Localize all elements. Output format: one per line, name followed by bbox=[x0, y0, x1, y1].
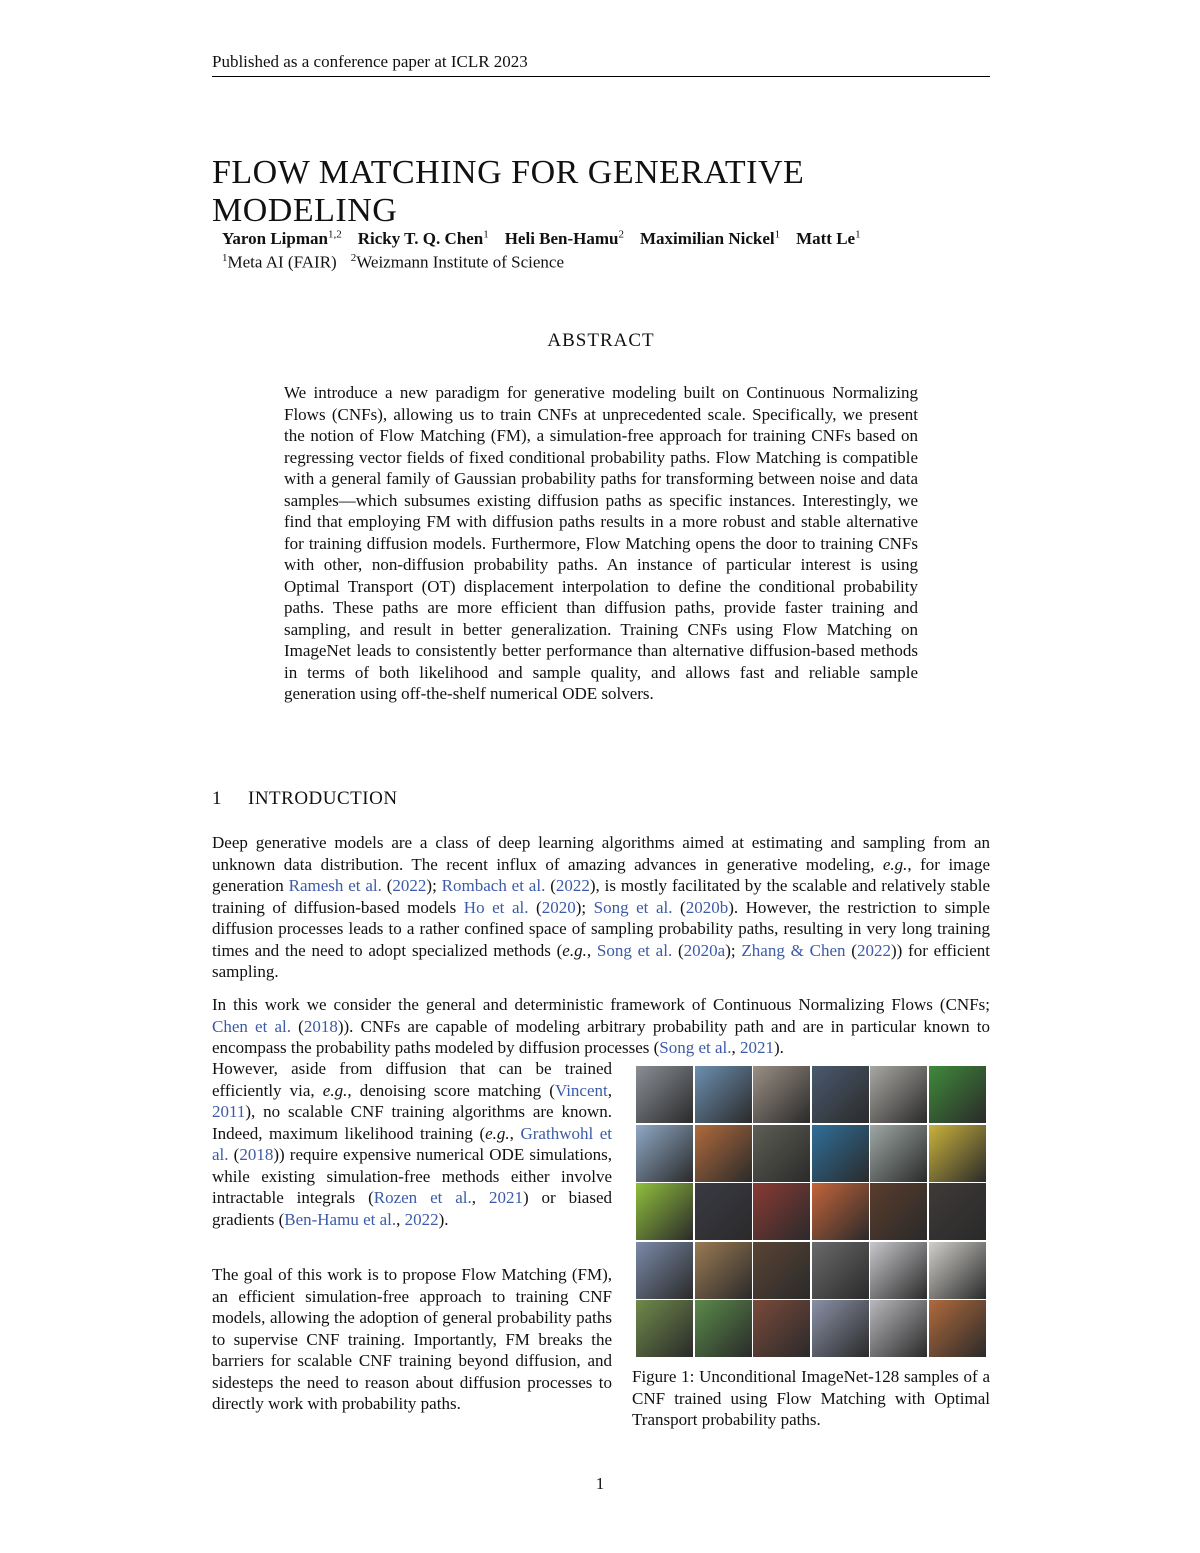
sample-image-tile bbox=[695, 1066, 752, 1123]
text-run: , bbox=[509, 1123, 521, 1143]
running-header: Published as a conference paper at ICLR 2023 bbox=[212, 52, 528, 71]
sample-image-tile bbox=[870, 1242, 927, 1299]
text-run: , bbox=[471, 1188, 489, 1207]
sample-image-tile bbox=[695, 1242, 752, 1299]
text-run: ). However, the restriction to simple diffusion processes leads to a rather confined space of sampling probability paths, resulting in very long training times and the need to adopt specialized methods ( bbox=[212, 897, 990, 960]
text-run: ( bbox=[845, 940, 857, 960]
text-run: )) for efficient sampling. bbox=[212, 940, 990, 981]
sample-image-tile bbox=[753, 1066, 810, 1123]
text-run: )) require expensive numerical ODE simulations, while existing simulation-free methods either involve intractable integrals ( bbox=[212, 1145, 612, 1207]
author: Matt Le$^1$ bbox=[796, 228, 861, 248]
citation-link[interactable]: 2022 bbox=[392, 876, 427, 895]
section-heading bbox=[212, 788, 398, 810]
text-run: ); bbox=[575, 897, 594, 917]
citation-link[interactable]: 2020a bbox=[683, 940, 726, 960]
text-run: ) or biased gradients ( bbox=[212, 1188, 612, 1229]
citation-link[interactable]: Song et al. bbox=[596, 940, 673, 960]
sample-image-tile bbox=[636, 1300, 693, 1357]
sample-image-tile bbox=[636, 1125, 693, 1182]
text-run: ), no scalable CNF training algorithms are known. Indeed, maximum likelihood training ( bbox=[212, 1102, 612, 1143]
citation-link[interactable]: 2021 bbox=[488, 1188, 523, 1207]
sample-image-tile bbox=[636, 1066, 693, 1123]
citation-link[interactable]: Song et al. bbox=[659, 1038, 732, 1057]
citation-link[interactable]: Chen et al. bbox=[212, 1016, 292, 1036]
text-run: ); bbox=[725, 940, 742, 960]
section-title: INTRODUCTION bbox=[248, 788, 398, 809]
text-run: e.g. bbox=[322, 1080, 348, 1100]
author: Heli Ben-Hamu$^2$ bbox=[504, 228, 625, 248]
citation-link[interactable]: Rombach et al. bbox=[441, 876, 546, 895]
text-run: )). CNFs are capable of modeling arbitrary probability path and are in particular known to encompass the probability paths modeled by diffusion processes ( bbox=[212, 1016, 991, 1057]
sample-image-tile bbox=[812, 1300, 869, 1357]
paper-title: FLOW MATCHING FOR GENERATIVE MODELING bbox=[212, 154, 805, 229]
author: Yaron Lipman$^{1,2}$ bbox=[222, 228, 342, 248]
text-run: ( bbox=[545, 876, 556, 895]
abstract-text: We introduce a new paradigm for generative modeling built on Continuous Normalizing Flows (CNFs), allowing us to train CNFs at unprecedented scale. Specifically, we present the notion of Flow Matching (FM), a simulation-free approach for training CNFs based on regressing vector fields of fixed conditional probability paths. Flow Matching is compatible with a general family of Gaussian probability paths for transforming between noise and data samples—which subsumes existing diffusion paths as specific instances. Interestingly, we find that employing FM with diffusion paths results in a more robust and stable alternative for training diffusion models. Furthermore, Flow Matching opens the door to training CNFs with other, non-diffusion probability paths. An instance of particular interest is using Optimal Transport (OT) displacement interpolation to define the conditional probability paths. These paths are more efficient than diffusion paths, provide faster training and sampling, and result in better generalization. Training CNFs using Flow Matching on ImageNet leads to consistently better performance than alternative diffusion-based methods in terms of both likelihood and sample quality, and allows fast and reliable sample generation using off-the-shelf numerical ODE solvers. bbox=[284, 383, 918, 703]
text-run: ( bbox=[528, 897, 542, 917]
text-run: ). bbox=[774, 1038, 784, 1057]
citation-link[interactable]: 2021 bbox=[740, 1038, 775, 1057]
figure-1-image-grid bbox=[636, 1066, 986, 1358]
sample-image-tile bbox=[929, 1300, 986, 1357]
intro-paragraph-3 bbox=[212, 1264, 612, 1415]
citation-link[interactable]: Ben-Hamu et al. bbox=[284, 1209, 397, 1229]
text-run: ). bbox=[438, 1209, 449, 1229]
text-run: e.g. bbox=[562, 940, 587, 960]
text-run: The goal of this work is to propose Flow Matching (FM), an efficient simulation-free approach to training CNF models, allowing the adoption of general probability paths to supervise CNF training. Importantly, FM breaks the barriers for scalable CNF training beyond diffusion, and sidesteps the need to reason about diffusion processes to directly work with probability paths. bbox=[212, 1265, 612, 1413]
intro-paragraph-1 bbox=[212, 832, 990, 983]
sample-image-tile bbox=[753, 1183, 810, 1240]
sample-image-tile bbox=[695, 1183, 752, 1240]
sample-image-tile bbox=[870, 1066, 927, 1123]
text-run: Deep generative models are a class of deep learning algorithms aimed at estimating and sampling from an unknown data distribution. The recent influx of amazing advances in generative modeling, bbox=[212, 833, 990, 874]
intro-paragraph-2-wrapped bbox=[212, 1058, 612, 1230]
affiliation-mark: 2 bbox=[350, 252, 357, 264]
citation-link[interactable]: 2022 bbox=[856, 940, 891, 960]
sample-image-tile bbox=[929, 1242, 986, 1299]
sample-image-tile bbox=[929, 1183, 986, 1240]
text-run: ( bbox=[672, 940, 684, 960]
citation-link[interactable]: 2020 bbox=[541, 897, 576, 917]
intro-paragraph-2 bbox=[212, 994, 990, 1059]
author-affiliation-mark: 2 bbox=[618, 228, 625, 240]
sample-image-tile bbox=[929, 1066, 986, 1123]
text-run: , bbox=[586, 940, 597, 960]
text-run: ); bbox=[426, 876, 442, 895]
text-run: e.g. bbox=[882, 854, 908, 874]
sample-image-tile bbox=[695, 1300, 752, 1357]
sample-image-tile bbox=[636, 1242, 693, 1299]
author: Ricky T. Q. Chen$^1$ bbox=[357, 228, 489, 248]
citation-link[interactable]: Rozen et al. bbox=[373, 1188, 472, 1207]
sample-image-tile bbox=[870, 1125, 927, 1182]
text-run: ( bbox=[381, 876, 393, 895]
text-run: In this work we consider the general and deterministic framework of Continuous Normalizing Flows (CNFs; bbox=[212, 995, 990, 1014]
author-list bbox=[222, 228, 992, 249]
citation-link[interactable]: Ho et al. bbox=[463, 897, 529, 917]
sample-image-tile bbox=[636, 1183, 693, 1240]
sample-image-tile bbox=[929, 1125, 986, 1182]
sample-image-tile bbox=[753, 1300, 810, 1357]
affiliation-mark: 1 bbox=[222, 252, 228, 264]
text-run: However, aside from diffusion that can be trained efficiently via, bbox=[212, 1059, 612, 1100]
sample-image-tile bbox=[812, 1125, 869, 1182]
text-run: , bbox=[396, 1209, 405, 1229]
sample-image-tile bbox=[695, 1125, 752, 1182]
affiliation-name: Meta AI (FAIR) bbox=[227, 252, 337, 272]
citation-link[interactable]: 2018 bbox=[239, 1145, 274, 1164]
citation-link[interactable]: 2011 bbox=[212, 1102, 246, 1121]
citation-link[interactable]: Grathwohl et al. bbox=[212, 1123, 613, 1164]
citation-link[interactable]: Zhang & Chen bbox=[741, 940, 846, 960]
sample-image-tile bbox=[812, 1242, 869, 1299]
sample-image-tile bbox=[753, 1242, 810, 1299]
text-run: ( bbox=[228, 1145, 240, 1164]
citation-link[interactable]: 2020b bbox=[685, 897, 729, 917]
author-affiliation-mark: 1 bbox=[774, 228, 781, 240]
sample-image-tile bbox=[812, 1066, 869, 1123]
citation-link[interactable]: Song et al. bbox=[593, 897, 673, 917]
citation-link[interactable]: 2022 bbox=[404, 1209, 439, 1229]
citation-link[interactable]: Vincent bbox=[554, 1080, 608, 1100]
text-run: , for image generation bbox=[212, 854, 990, 895]
sample-image-tile bbox=[870, 1183, 927, 1240]
text-run: , denoising score matching ( bbox=[347, 1080, 555, 1100]
text-run: e.g. bbox=[485, 1123, 510, 1143]
sample-image-tile bbox=[870, 1300, 927, 1357]
text-run: ), is mostly facilitated by the scalable and relatively stable training of diffusion-based models bbox=[212, 876, 990, 917]
section-number: 1 bbox=[212, 788, 222, 809]
citation-link[interactable]: Ramesh et al. bbox=[288, 876, 382, 895]
affiliation-name: Weizmann Institute of Science bbox=[356, 252, 564, 272]
citation-link[interactable]: 2018 bbox=[303, 1016, 338, 1036]
affiliations bbox=[222, 252, 564, 273]
author-affiliation-mark: 1 bbox=[483, 228, 489, 240]
author: Maximilian Nickel$^1$ bbox=[640, 228, 781, 248]
citation-link[interactable]: 2022 bbox=[555, 876, 590, 895]
text-run: , bbox=[607, 1080, 612, 1100]
text-run: ( bbox=[672, 897, 686, 917]
sample-image-tile bbox=[812, 1183, 869, 1240]
text-run: , bbox=[731, 1038, 741, 1057]
author-affiliation-mark: 1,2 bbox=[327, 228, 342, 240]
header-rule bbox=[212, 76, 990, 77]
sample-image-tile bbox=[753, 1125, 810, 1182]
author-affiliation-mark: 1 bbox=[855, 228, 861, 240]
text-run: ( bbox=[291, 1016, 304, 1036]
abstract-heading: ABSTRACT bbox=[547, 330, 655, 351]
figure-1-caption: Figure 1: Unconditional ImageNet-128 samples of a CNF trained using Flow Matching with Optimal Transport probability paths. bbox=[632, 1367, 990, 1429]
page-number: 1 bbox=[595, 1474, 605, 1493]
